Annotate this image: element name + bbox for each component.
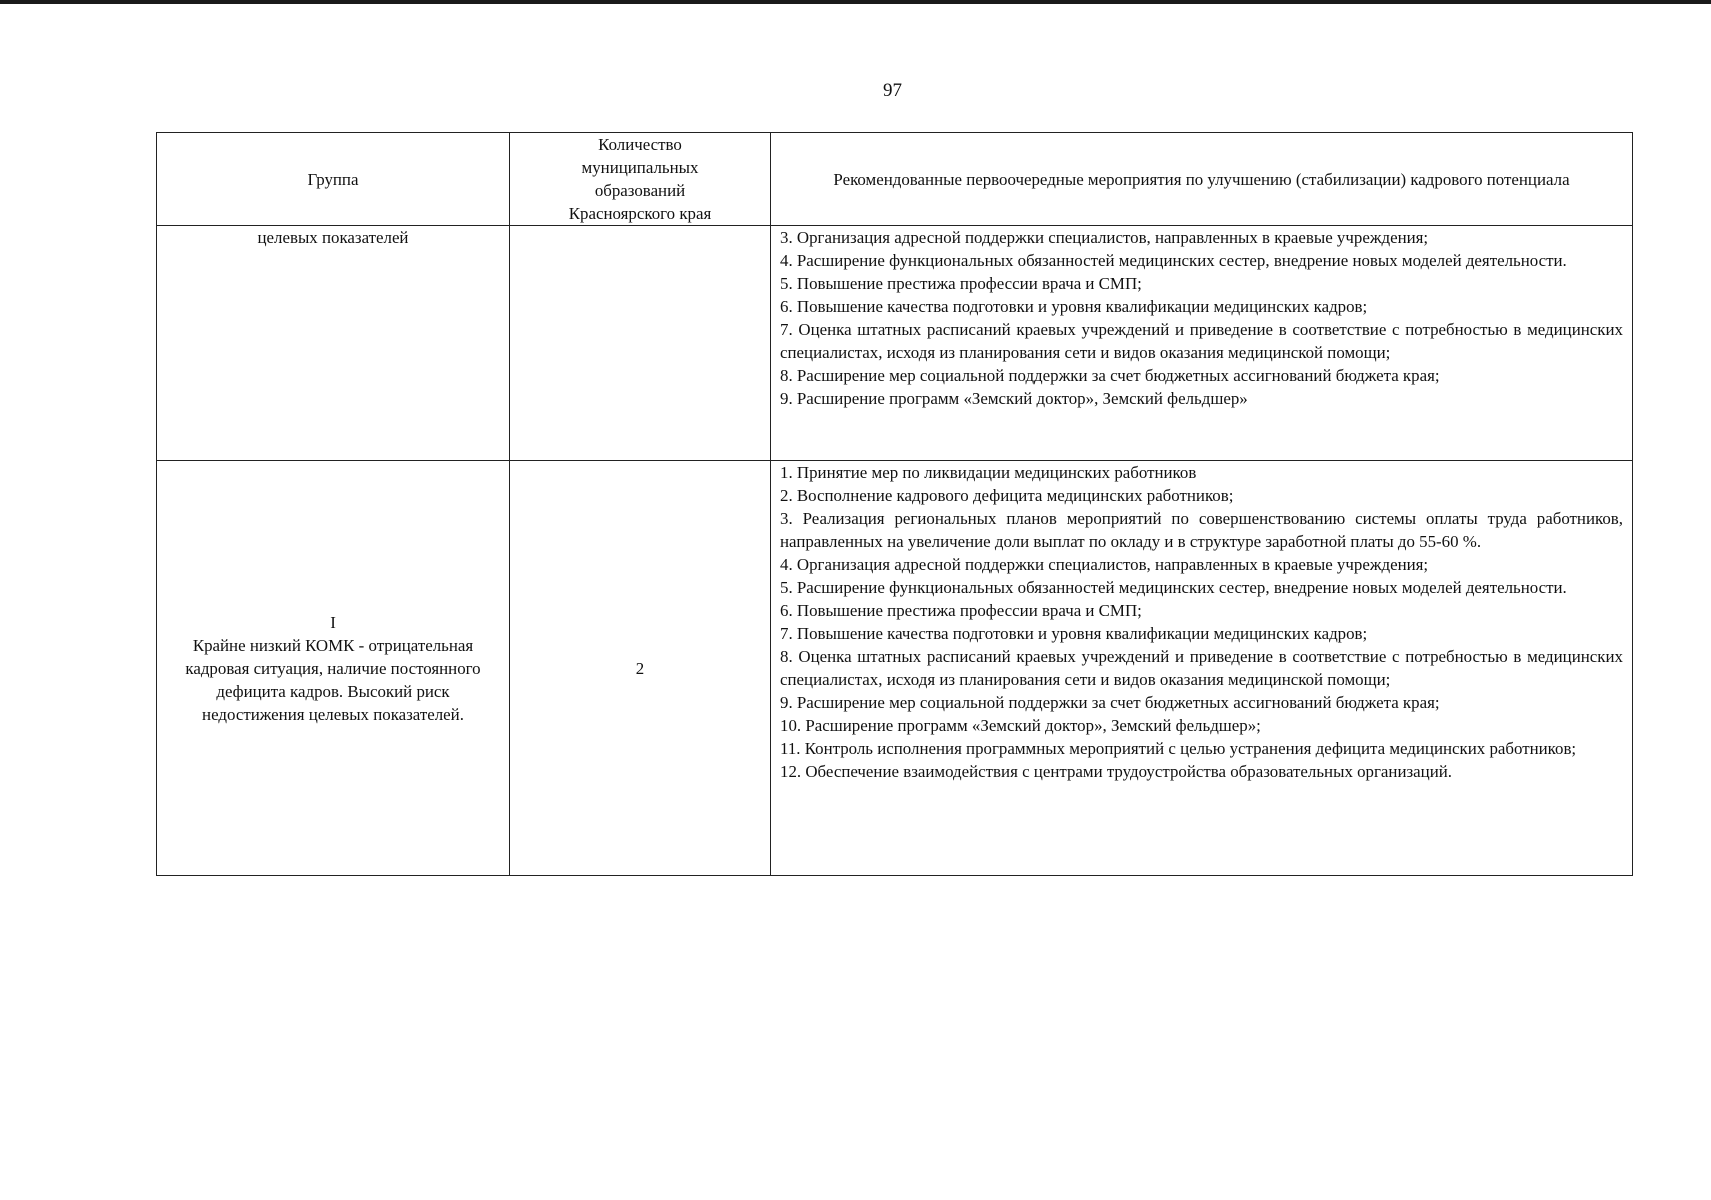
header-measures-text: Рекомендованные первоочередные мероприятия по улучшению (стабилизации) кадрового потенциала bbox=[833, 169, 1570, 189]
measure-item: 9. Расширение мер социальной поддержки за счет бюджетных ассигнований бюджета края; bbox=[780, 693, 1440, 712]
measure-item: 12. Обеспечение взаимодействия с центрами трудоустройства образовательных организаций. bbox=[780, 762, 1453, 781]
measure-item: 3. Организация адресной поддержки специалистов, направленных в краевые учреждения; bbox=[780, 228, 1429, 247]
header-group: Группа bbox=[157, 133, 510, 226]
measure-item: 4. Расширение функциональных обязанностей медицинских сестер, внедрение новых моделей деятельности. bbox=[780, 251, 1567, 270]
measure-item: 6. Повышение престижа профессии врача и СМП; bbox=[780, 601, 1142, 620]
header-measures bbox=[771, 133, 1633, 226]
table-row bbox=[157, 226, 1633, 461]
measure-item: 8. Расширение мер социальной поддержки за счет бюджетных ассигнований бюджета края; bbox=[780, 366, 1440, 385]
measure-item: 7. Оценка штатных расписаний краевых учреждений и приведение в соответствие с потребностью в медицинских специалистах, исходя из планирования сети и видов оказания медицинской помощи; bbox=[780, 320, 1623, 362]
measures-table bbox=[156, 132, 1633, 876]
row1-group: целевых показателей bbox=[157, 226, 510, 461]
measure-item: 3. Реализация региональных планов мероприятий по совершенствованию системы оплаты труда работников, направленных на увеличение доли выплат по окладу и в структуре заработной платы до 55-60 %. bbox=[780, 509, 1623, 551]
measure-item: 1. Принятие мер по ликвидации медицинских работников bbox=[780, 463, 1197, 482]
row2-count: 2 bbox=[510, 461, 771, 876]
page-top-border bbox=[0, 0, 1711, 4]
measure-item: 10. Расширение программ «Земский доктор», Земский фельдшер»; bbox=[780, 716, 1261, 735]
row2-group bbox=[157, 461, 510, 876]
header-count-text: Количество муниципальных образований Красноярского края bbox=[568, 135, 712, 223]
row1-count bbox=[510, 226, 771, 461]
page-number: 97 bbox=[883, 80, 902, 101]
measure-item: 6. Повышение качества подготовки и уровня квалификации медицинских кадров; bbox=[780, 297, 1368, 316]
header-count bbox=[510, 133, 771, 226]
table-row bbox=[157, 461, 1633, 876]
measure-item: 11. Контроль исполнения программных мероприятий с целью устранения дефицита медицинских работников; bbox=[780, 739, 1577, 758]
measure-item: 4. Организация адресной поддержки специалистов, направленных в краевые учреждения; bbox=[780, 555, 1429, 574]
table-header-row bbox=[157, 133, 1633, 226]
measure-item: 2. Восполнение кадрового дефицита медицинских работников; bbox=[780, 486, 1234, 505]
group-roman-numeral: I bbox=[330, 612, 336, 632]
row1-measures bbox=[771, 226, 1633, 461]
group-description: Крайне низкий КОМК - отрицательная кадровая ситуация, наличие постоянного дефицита кадров. Высокий риск недостижения целевых показателей. bbox=[185, 635, 481, 724]
measure-item: 8. Оценка штатных расписаний краевых учреждений и приведение в соответствие с потребностью в медицинских специалистах, исходя из планирования сети и видов оказания медицинской помощи; bbox=[780, 647, 1623, 689]
measure-item: 5. Расширение функциональных обязанностей медицинских сестер, внедрение новых моделей деятельности. bbox=[780, 578, 1567, 597]
measure-item: 5. Повышение престижа профессии врача и СМП; bbox=[780, 274, 1142, 293]
measure-item: 9. Расширение программ «Земский доктор», Земский фельдшер» bbox=[780, 389, 1248, 408]
row2-measures bbox=[771, 461, 1633, 876]
measure-item: 7. Повышение качества подготовки и уровня квалификации медицинских кадров; bbox=[780, 624, 1368, 643]
